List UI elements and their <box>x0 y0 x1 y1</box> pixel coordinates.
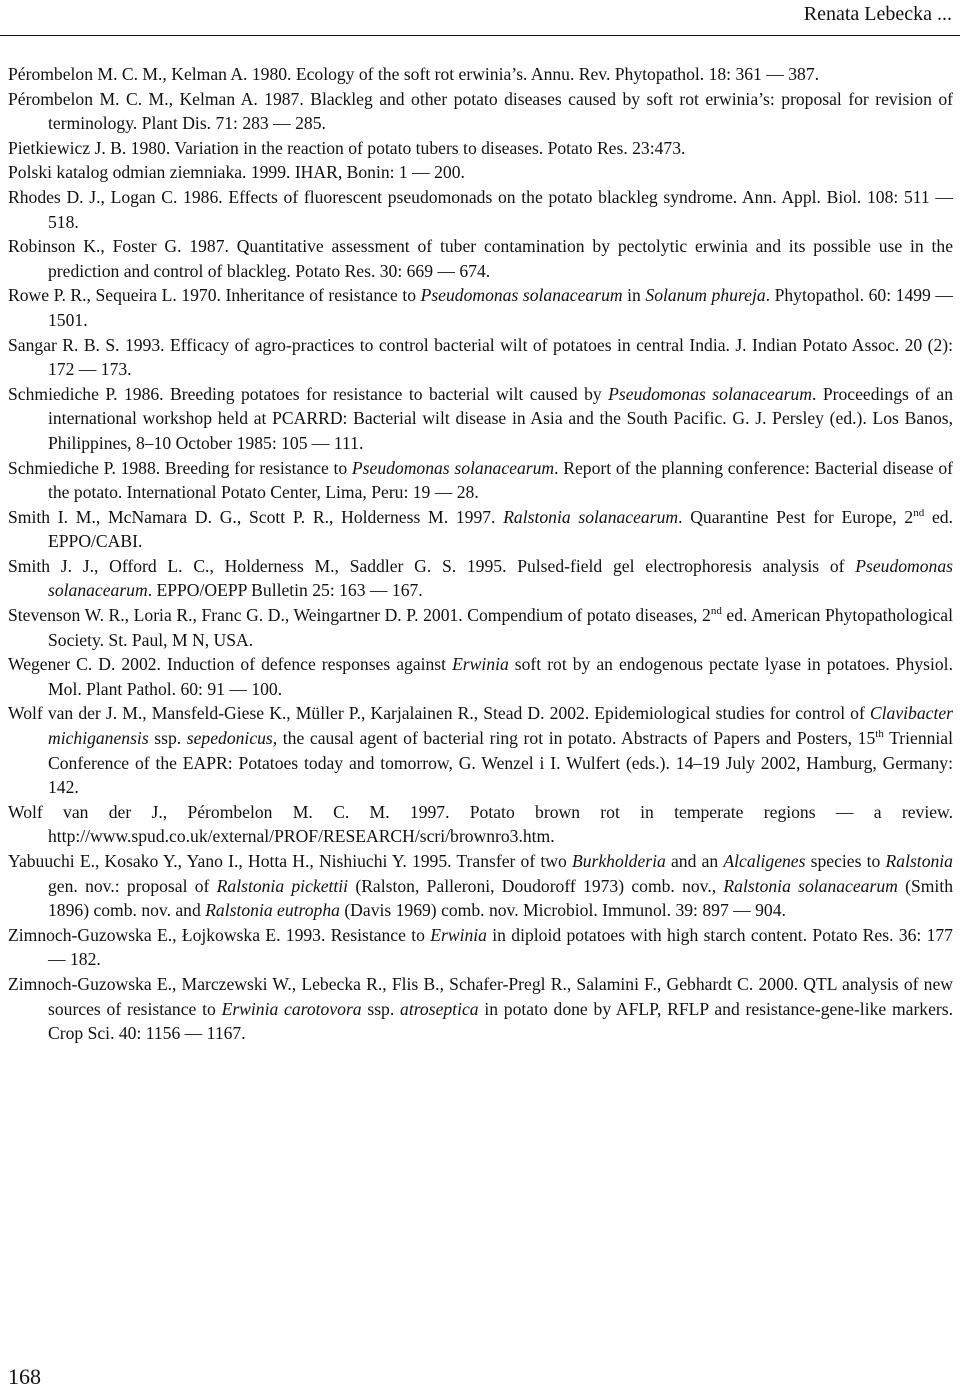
reference-text: . Quarantine Pest for Europe, 2 <box>678 506 914 527</box>
reference-text: Wegener C. D. 2002. Induction of defence responses against <box>8 654 453 675</box>
superscript-text: th <box>875 728 884 741</box>
italic-text: Pseudomonas solanacearum <box>608 383 812 404</box>
reference-text: Yabuuchi E., Kosako Y., Yano I., Hotta H., Nishiuchi Y. 1995. Transfer of two <box>8 851 572 871</box>
reference-text: Wolf van der J., Pérombelon M. C. M. 1997. Potato brown rot in temperate regions — a review. http://www.spud.co.uk/external/PROF/RESEARCH/scri/brownro3.htm. <box>8 801 953 847</box>
reference-entry <box>8 800 953 849</box>
reference-text: Smith I. M., McNamara D. G., Scott P. R., Holderness M. 1997. <box>8 506 504 527</box>
reference-text: ssp. <box>361 998 401 1019</box>
italic-text: Clavibacter michiganensis <box>48 703 953 749</box>
italic-text: Ralstonia pickettii <box>216 875 349 896</box>
italic-text: Erwinia <box>452 654 509 675</box>
reference-text: (Smith 1896) comb. nov. and <box>48 875 953 921</box>
reference-text: (Ralston, Palleroni, Doudoroff 1973) comb. nov., <box>348 875 724 896</box>
italic-text: Ralstonia solanacearum <box>723 875 898 896</box>
reference-entry <box>8 652 953 701</box>
reference-entry <box>8 554 953 603</box>
italic-text: atroseptica <box>400 998 479 1019</box>
italic-text: Alcaligenes <box>723 851 806 871</box>
reference-text: Pérombelon M. C. M., Kelman A. 1987. Blackleg and other potato diseases caused by soft rot erwinia’s: proposal for revision of terminology. Plant Dis. 71: 283 — 285. <box>8 88 953 134</box>
reference-entry <box>8 603 953 652</box>
reference-entry <box>8 849 953 923</box>
reference-text: , the causal agent of bacterial ring rot in potato. Abstracts of Papers and Posters, 15 <box>272 728 876 749</box>
italic-text: Burkholderia <box>571 851 666 871</box>
reference-entry <box>8 136 953 161</box>
reference-entry <box>8 505 953 554</box>
italic-text: Pseudomonas solanacearum <box>420 285 623 306</box>
reference-text: (Davis 1969) comb. nov. Microbiol. Immunol. 39: 897 — 904. <box>339 900 786 921</box>
italic-text: Ralstonia eutropha <box>205 900 340 921</box>
reference-entry <box>8 333 953 382</box>
reference-text: . Phytopathol. 60: 1499 — 1501. <box>48 285 954 330</box>
superscript-text: nd <box>913 506 925 519</box>
reference-text: soft rot by an endogenous pectate lyase in potatoes. Physiol. Mol. Plant Pathol. 60: 91 — 100. <box>48 654 953 699</box>
italic-text: Pseudomonas solanacearum <box>48 555 953 601</box>
reference-entry <box>8 283 953 332</box>
header-rule <box>0 35 960 36</box>
reference-text: Triennial Conference of the EAPR: Potatoes today and tomorrow, G. Wenzel i I. Wulfert (eds.). 14–19 July 2002, Hamburg, Germany: 142. <box>48 728 953 798</box>
reference-entry <box>8 382 953 456</box>
reference-text: ssp. <box>148 728 187 749</box>
reference-text: in potato done by AFLP, RFLP and resistance-gene-like markers. Crop Sci. 40: 1156 — 1167. <box>48 998 954 1044</box>
reference-text: species to <box>805 851 886 871</box>
reference-text: Polski katalog odmian ziemniaka. 1999. IHAR, Bonin: 1 — 200. <box>8 162 465 183</box>
reference-text: Sangar R. B. S. 1993. Efficacy of agro-practices to control bacterial wilt of potatoes in central India. J. Indian Potato Assoc. 20 (2): 172 — 173. <box>8 334 953 380</box>
reference-text: Zimnoch-Guzowska E., Łojkowska E. 1993. Resistance to <box>8 924 431 945</box>
reference-text: Stevenson W. R., Loria R., Franc G. D., Weingartner D. P. 2001. Compendium of potato diseases, 2 <box>8 605 711 626</box>
reference-text: Zimnoch-Guzowska E., Marczewski W., Lebecka R., Flis B., Schafer-Pregl R., Salamini F., Gebhardt C. 2000. QTL analysis of new sources of resistance to <box>8 973 953 1019</box>
running-head: Renata Lebecka ... <box>803 3 952 25</box>
reference-text: ed. American Phytopathological Society. St. Paul, M N, USA. <box>48 605 953 650</box>
page-number: 168 <box>8 1364 41 1389</box>
reference-text: ed. EPPO/CABI. <box>48 506 953 552</box>
reference-text: Rhodes D. J., Logan C. 1986. Effects of fluorescent pseudomonads on the potato blackleg syndrome. Ann. Appl. Biol. 108: 511 — 518. <box>8 186 953 232</box>
italic-text: sepedonicus <box>186 728 273 749</box>
reference-text: gen. nov.: proposal of <box>48 875 217 896</box>
reference-entry <box>8 62 953 87</box>
reference-entry <box>8 185 953 234</box>
reference-entry <box>8 456 953 505</box>
superscript-text: nd <box>710 605 722 618</box>
italic-text: Solanum phureja <box>645 285 766 306</box>
reference-text: Pietkiewicz J. B. 1980. Variation in the reaction of potato tubers to diseases. Potato Res. 23:473. <box>8 137 686 158</box>
reference-entry <box>8 234 953 283</box>
reference-text: in diploid potatoes with high starch content. Potato Res. 36: 177 — 182. <box>48 924 953 970</box>
reference-text: Schmiediche P. 1988. Breeding for resistance to <box>8 457 352 478</box>
reference-text: . EPPO/OEPP Bulletin 25: 163 — 167. <box>147 580 423 601</box>
italic-text: Ralstonia <box>885 851 953 871</box>
reference-text: . Report of the planning conference: Bacterial disease of the potato. International Potato Center, Lima, Peru: 19 — 28. <box>48 457 954 503</box>
reference-text: Wolf van der J. M., Mansfeld-Giese K., Müller P., Karjalainen R., Stead D. 2002. Epidemiological studies for control of <box>8 703 870 724</box>
reference-entry <box>8 701 953 799</box>
reference-text: Rowe P. R., Sequeira L. 1970. Inheritance of resistance to <box>8 285 421 306</box>
reference-text: Robinson K., Foster G. 1987. Quantitative assessment of tuber contamination by pectolytic erwinia and its possible use in the prediction and control of blackleg. Potato Res. 30: 669 — 674. <box>8 236 953 281</box>
italic-text: Erwinia <box>430 924 487 945</box>
reference-entry <box>8 972 953 1046</box>
reference-text: in <box>622 285 646 306</box>
reference-text: . Proceedings of an international workshop held at PCARRD: Bacterial wilt disease in Asia and the South Pacific. G. J. Persley (ed.). Los Banos, Philippines, 8–10 October 1985: 105 — 111. <box>48 383 953 453</box>
reference-entry <box>8 87 953 136</box>
reference-entry <box>8 160 953 185</box>
italic-text: Pseudomonas solanacearum <box>351 457 555 478</box>
italic-text: Erwinia carotovora <box>221 998 362 1019</box>
reference-text: Schmiediche P. 1986. Breeding potatoes for resistance to bacterial wilt caused by <box>8 383 609 404</box>
reference-entry <box>8 923 953 972</box>
reference-list <box>8 62 953 1046</box>
reference-text: and an <box>665 851 724 871</box>
italic-text: Ralstonia solanacearum <box>503 506 679 527</box>
reference-text: Smith J. J., Offord L. C., Holderness M., Saddler G. S. 1995. Pulsed-field gel electrophoresis analysis of <box>8 555 856 576</box>
reference-text: Pérombelon M. C. M., Kelman A. 1980. Ecology of the soft rot erwinia’s. Annu. Rev. Phytopathol. 18: 361 — 387. <box>8 64 820 84</box>
